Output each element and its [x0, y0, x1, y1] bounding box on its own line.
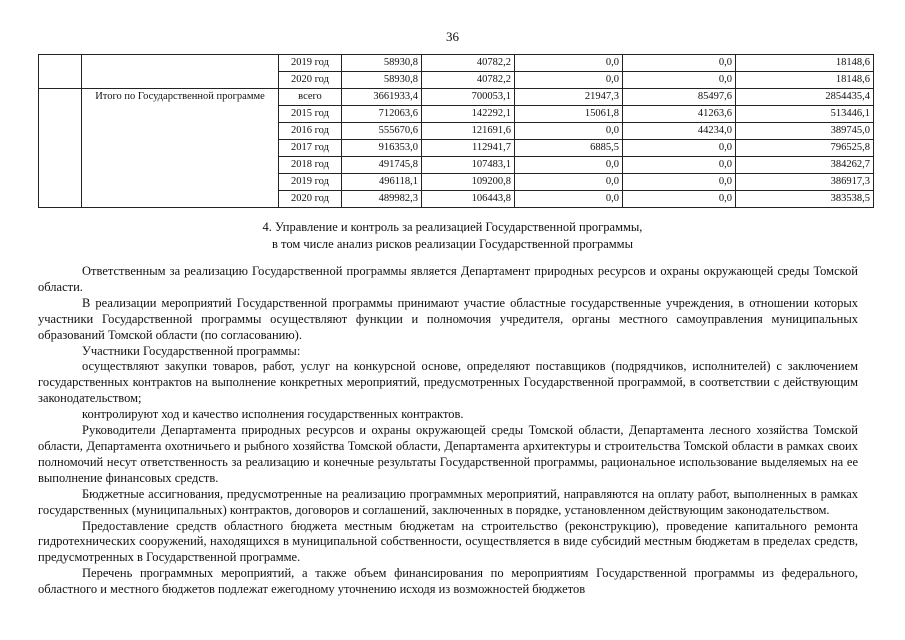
table-cell-year: всего — [279, 89, 342, 106]
table-cell-other: 383538,5 — [736, 191, 874, 208]
paragraph: Участники Государственной программы: — [82, 343, 301, 358]
table-cell-regional: 107483,1 — [422, 157, 515, 174]
table-cell-total: 916353,0 — [342, 140, 422, 157]
section-body — [38, 264, 858, 598]
table-cell-other: 384262,7 — [736, 157, 874, 174]
table-cell-local: 0,0 — [623, 191, 736, 208]
section-heading-line: в том числе анализ рисков реализации Государственной программы — [272, 237, 633, 251]
table-cell-other: 386917,3 — [736, 174, 874, 191]
table-cell-year: 2020 год — [279, 72, 342, 89]
paragraph: Бюджетные ассигнования, предусмотренные на реализацию программных мероприятий, направляются на оплату работ, выполненных в рамках государственных (муниципальных) контрактов, договоров и соглашений, заключенных в порядке, установленном действующим законодательством. — [38, 486, 858, 517]
table-cell-total: 3661933,4 — [342, 89, 422, 106]
table-cell-local: 0,0 — [623, 55, 736, 72]
table-row-program-total — [39, 89, 874, 106]
table-cell-other: 796525,8 — [736, 140, 874, 157]
table-cell-local: 41263,6 — [623, 106, 736, 123]
table-cell-other: 389745,0 — [736, 123, 874, 140]
table-cell-regional: 700053,1 — [422, 89, 515, 106]
table-cell-local: 85497,6 — [623, 89, 736, 106]
paragraph: осуществляют закупки товаров, работ, услуг на конкурсной основе, определяют поставщиков (подрядчиков, исполнителей) с заключением государственных контрактов на выполнение конкретных мероприятий, предусмотренных Государственной программой, в соответствии с действующим законодательством; — [38, 359, 858, 406]
table-cell-federal: 21947,3 — [515, 89, 623, 106]
table-cell-local: 0,0 — [623, 72, 736, 89]
paragraph: контролируют ход и качество исполнения государственных контрактов. — [82, 407, 464, 422]
table-cell-total: 496118,1 — [342, 174, 422, 191]
table-cell-regional: 142292,1 — [422, 106, 515, 123]
table-cell-local: 44234,0 — [623, 123, 736, 140]
table-cell-year: 2019 год — [279, 55, 342, 72]
table-cell-regional: 40782,2 — [422, 72, 515, 89]
table-row — [39, 55, 874, 72]
table-cell-year: 2017 год — [279, 140, 342, 157]
table-cell-regional: 121691,6 — [422, 123, 515, 140]
table-cell-total: 58930,8 — [342, 55, 422, 72]
table-cell-other: 513446,1 — [736, 106, 874, 123]
table-cell-federal: 0,0 — [515, 157, 623, 174]
table-cell-local: 0,0 — [623, 140, 736, 157]
funding-table — [38, 54, 874, 208]
table-cell-year: 2015 год — [279, 106, 342, 123]
table-cell-federal: 6885,5 — [515, 140, 623, 157]
table-cell-federal: 15061,8 — [515, 106, 623, 123]
table-cell-federal: 0,0 — [515, 55, 623, 72]
table-cell-year: 2020 год — [279, 191, 342, 208]
table-cell-local: 0,0 — [623, 157, 736, 174]
table-cell-number — [39, 89, 82, 208]
table-cell-year: 2019 год — [279, 174, 342, 191]
table-cell-total: 712063,6 — [342, 106, 422, 123]
table-cell-name — [82, 55, 279, 89]
table-cell-federal: 0,0 — [515, 72, 623, 89]
table-cell-regional: 112941,7 — [422, 140, 515, 157]
page-number: 36 — [446, 29, 459, 44]
paragraph: Руководители Департамента природных ресурсов и охраны окружающей среды Томской области, Департамента лесного хозяйства Томской области, Департамента охотничьего и рыбного хозяйства Томской области, Департамента архитектуры и строительства Томской области в рамках своих полномочий несут ответственность за реализацию и конечные результаты Государственной программы, рациональное использование выделяемых на ее выполнение финансовых средств. — [38, 423, 858, 485]
table-cell-other: 2854435,4 — [736, 89, 874, 106]
table-cell-federal: 0,0 — [515, 123, 623, 140]
table-cell-year: 2018 год — [279, 157, 342, 174]
section-heading-line: 4. Управление и контроль за реализацией Государственной программы, — [262, 220, 643, 234]
table-cell-regional: 40782,2 — [422, 55, 515, 72]
table-cell-total: 491745,8 — [342, 157, 422, 174]
table-cell-federal: 0,0 — [515, 191, 623, 208]
table-cell-local: 0,0 — [623, 174, 736, 191]
program-total-label: Итого по Государственной программе — [82, 89, 279, 208]
paragraph: Ответственным за реализацию Государственной программы является Департамент природных ресурсов и охраны окружающей среды Томской области. — [38, 264, 858, 294]
paragraph: Предоставление средств областного бюджета местным бюджетам на строительство (реконструкцию), проведение капитального ремонта гидротехнических сооружений, находящихся в муниципальной собственности, осуществляется в виде субсидий местным бюджетам в пределах средств, предусмотренных в Государственной программе. — [38, 518, 858, 565]
table-cell-regional: 109200,8 — [422, 174, 515, 191]
table-cell-regional: 106443,8 — [422, 191, 515, 208]
table-cell-total: 555670,6 — [342, 123, 422, 140]
table-cell-year: 2016 год — [279, 123, 342, 140]
paragraph: Перечень программных мероприятий, а также объем финансирования по мероприятиям Государственной программы из федерального, областного и местного бюджетов подлежат ежегодному уточнению исходя из возможностей бюджетов — [38, 566, 858, 597]
table-cell-total: 58930,8 — [342, 72, 422, 89]
table-cell-other: 18148,6 — [736, 72, 874, 89]
table-cell-other: 18148,6 — [736, 55, 874, 72]
paragraph: В реализации мероприятий Государственной программы принимают участие областные государственные учреждения, в отношении которых участники Государственной программы осуществляют функции и полномочия учредителя, органы местного самоуправления муниципальных образований Томской области (по согласованию). — [38, 295, 858, 342]
table-cell-number — [39, 55, 82, 89]
table-cell-total: 489982,3 — [342, 191, 422, 208]
table-cell-federal: 0,0 — [515, 174, 623, 191]
section-heading — [0, 219, 905, 253]
